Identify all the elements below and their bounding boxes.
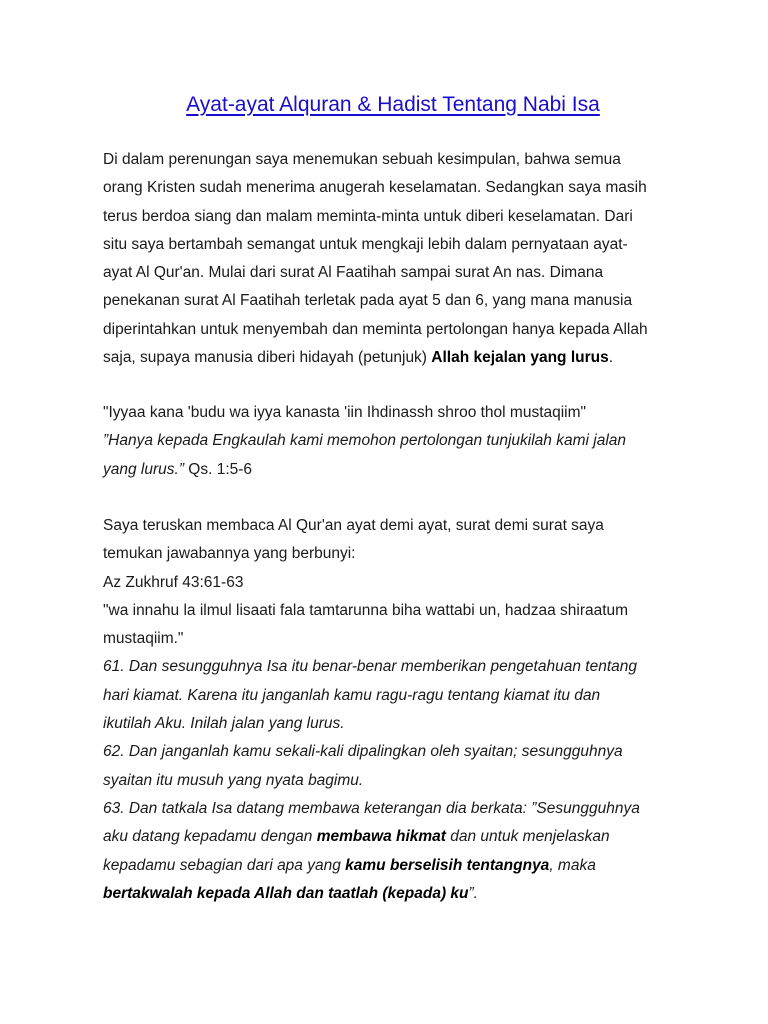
text-run: aku datang kepadamu dengan	[103, 828, 317, 846]
bold-phrase: Allah kejalan yang lurus	[431, 349, 609, 367]
italic-text: yang lurus.”	[103, 460, 184, 478]
bold-phrase: bertakwalah kepada Allah dan taatlah (kepada) ku	[103, 884, 469, 902]
verse-61: ikutilah Aku. Inilah jalan yang lurus.	[103, 715, 345, 733]
bold-phrase: membawa hikmat	[316, 828, 446, 846]
verse-63	[103, 852, 683, 880]
verse-63	[103, 880, 683, 908]
surah-reference: Az Zukhruf 43:61-63	[103, 573, 244, 591]
text-line: terus berdoa siang dan malam meminta-minta untuk diberi keselamatan. Dari	[103, 207, 633, 225]
arabic-transliteration: "wa innahu la ilmul lisaati fala tamtarunna biha wattabi un, hadzaa shiraatum	[103, 601, 629, 619]
arabic-transliteration: mustaqiim."	[103, 630, 184, 648]
text-line: orang Kristen sudah menerima anugerah keselamatan. Sedangkan saya masih	[103, 179, 647, 197]
verse-62: 62. Dan janganlah kamu sekali-kali dipalingkan oleh syaitan; sesungguhnya	[103, 743, 623, 761]
text-line: situ saya bertambah semangat untuk mengkaji lebih dalam pernyataan ayat-	[103, 235, 628, 253]
verse-reference: Qs. 1:5-6	[183, 460, 253, 478]
verses-paragraph	[103, 512, 683, 908]
text-line: diperintahkan untuk menyembah dan meminta pertolongan hanya kepada Allah	[103, 320, 648, 338]
text-line	[103, 344, 683, 372]
translation-line	[103, 456, 683, 484]
verse-62: syaitan itu musuh yang nyata bagimu.	[103, 771, 364, 789]
verse-63: 63. Dan tatkala Isa datang membawa keterangan dia berkata: ”Sesungguhnya	[103, 799, 640, 817]
text-line: Saya teruskan membaca Al Qur'an ayat demi ayat, surat demi surat saya	[103, 517, 604, 534]
intro-paragraph	[103, 146, 683, 372]
text-line: temukan jawabannya yang berbunyi:	[103, 545, 356, 563]
text-line: ayat Al Qur'an. Mulai dari surat Al Faatihah sampai surat An nas. Dimana	[103, 264, 604, 282]
quote-paragraph	[103, 399, 683, 484]
text-run: ”.	[468, 884, 478, 902]
translation-line: ”Hanya kepada Engkaulah kami memohon pertolongan tunjukilah kami jalan	[103, 432, 627, 450]
text-run: kepadamu sebagian dari apa yang	[103, 856, 346, 874]
text-run: .	[608, 349, 614, 367]
verse-61: hari kiamat. Karena itu janganlah kamu ragu-ragu tentang kiamat itu dan	[103, 686, 601, 704]
verse-63	[103, 823, 683, 851]
verse-61: 61. Dan sesungguhnya Isa itu benar-benar memberikan pengetahuan tentang	[103, 658, 637, 676]
text-line: Di dalam perenungan saya menemukan sebuah kesimpulan, bahwa semua	[103, 151, 621, 168]
text-run: dan untuk menjelaskan	[445, 828, 610, 846]
text-line: penekanan surat Al Faatihah terletak pada ayat 5 dan 6, yang mana manusia	[103, 292, 633, 310]
arabic-transliteration: "Iyyaa kana 'budu wa iyya kanasta 'iin Ihdinassh shroo thol mustaqiim"	[103, 404, 587, 421]
text-run: , maka	[549, 856, 596, 874]
text-run: saja, supaya manusia diberi hidayah (petunjuk)	[103, 349, 432, 367]
bold-phrase: kamu berselisih tentangnya	[345, 856, 550, 874]
document-title[interactable]: Ayat-ayat Alquran & Hadist Tentang Nabi Isa	[186, 93, 600, 116]
